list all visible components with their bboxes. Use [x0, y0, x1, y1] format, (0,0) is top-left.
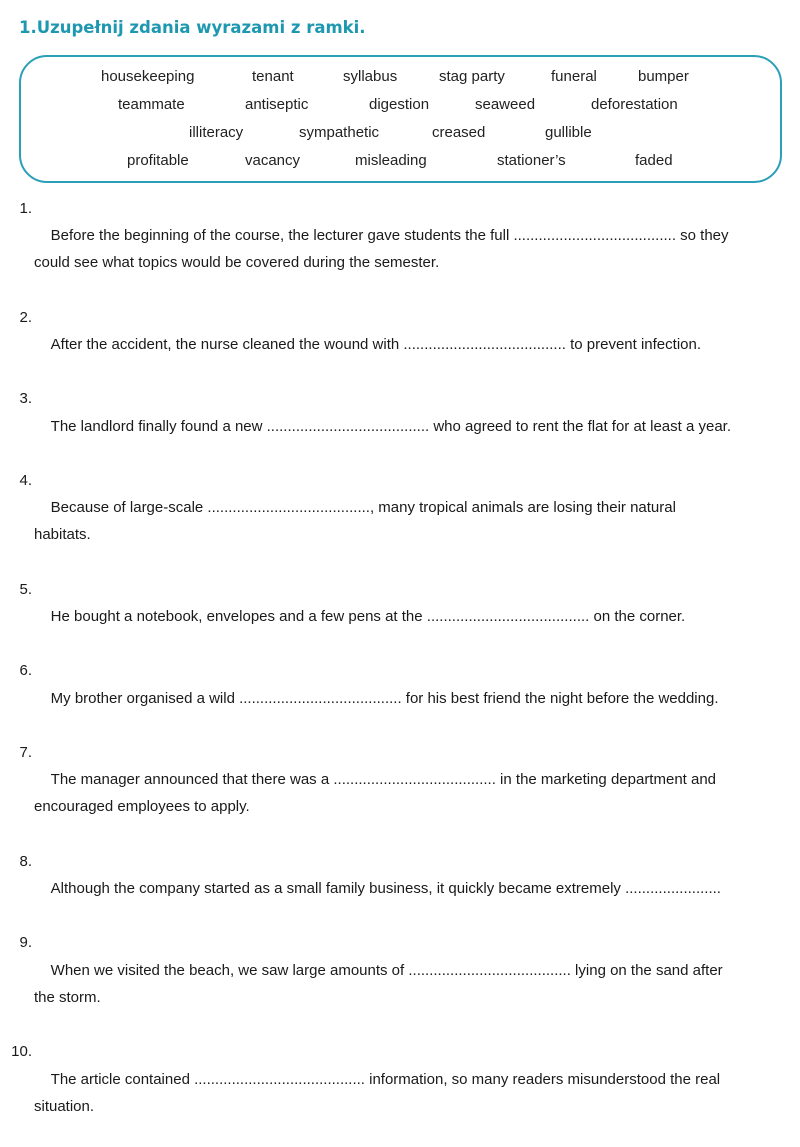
word-box-item: housekeeping	[101, 68, 195, 85]
exercise-item	[0, 929, 800, 1038]
exercise-item	[0, 576, 800, 658]
exercise-heading: 1.Uzupełnij zdania wyrazami z ramki.	[19, 18, 366, 37]
word-box-item: seaweed	[475, 96, 536, 113]
exercise-sentence: Because of large-scale ......................................., many tropical animals are losing their natural habitats.	[34, 499, 676, 544]
exercise-sentence: Although the company started as a small family business, it quickly became extremely .......................	[50, 880, 721, 898]
word-box-item: antiseptic	[245, 96, 309, 113]
exercise-sentence: The article contained ......................................... information, so many readers misunderstood the real situation.	[34, 1070, 721, 1115]
exercise-number: 7.	[19, 744, 32, 762]
exercise-sentence: The manager announced that there was a ....................................... in the marketing department and encouraged employees to apply.	[34, 771, 717, 816]
exercise-list	[0, 195, 800, 1147]
word-box-item: deforestation	[591, 96, 678, 113]
exercise-sentence: My brother organised a wild ....................................... for his best friend the night before the wedding.	[50, 689, 719, 707]
word-box-item: stationer’s	[497, 152, 566, 169]
exercise-number: 4.	[19, 472, 32, 490]
word-box-item: gullible	[545, 124, 592, 141]
exercise-number: 6.	[19, 662, 32, 680]
word-box-item: bumper	[638, 68, 689, 85]
word-box-item: syllabus	[343, 68, 398, 85]
exercise-item	[0, 739, 800, 848]
word-box-item: funeral	[551, 68, 597, 85]
exercise-sentence: Before the beginning of the course, the lecturer gave students the full ....................................... so they could see what topics would be covered during the semester.	[34, 227, 729, 272]
exercise-number: 3.	[19, 390, 32, 408]
exercise-item	[0, 195, 800, 304]
exercise-number: 5.	[19, 580, 32, 598]
word-box	[19, 55, 782, 183]
word-box-item: creased	[432, 124, 486, 141]
exercise-sentence: The landlord finally found a new ....................................... who agreed to rent the flat for at least a year.	[50, 417, 732, 435]
exercise-sentence: When we visited the beach, we saw large amounts of ....................................... lying on the sand after the storm.	[34, 961, 723, 1006]
word-box-item: illiteracy	[189, 124, 244, 141]
exercise-sentence: After the accident, the nurse cleaned the wound with ....................................... to prevent infection.	[50, 336, 702, 354]
exercise-item	[0, 657, 800, 739]
word-box-item: faded	[635, 152, 673, 169]
word-box-item: vacancy	[245, 152, 301, 169]
exercise-item	[0, 385, 800, 467]
exercise-item	[0, 848, 800, 930]
exercise-number: 8.	[19, 852, 32, 870]
word-box-item: misleading	[355, 152, 427, 169]
word-box-item: teammate	[118, 96, 185, 113]
word-box-item: digestion	[369, 96, 430, 113]
exercise-number: 1.	[19, 200, 32, 217]
word-box-item: sympathetic	[299, 124, 380, 141]
word-box-item: tenant	[252, 68, 294, 85]
exercise-number: 10.	[11, 1043, 32, 1061]
exercise-item	[0, 304, 800, 386]
exercise-number: 2.	[19, 308, 32, 326]
word-box-item: stag party	[439, 68, 505, 85]
exercise-sentence: He bought a notebook, envelopes and a few pens at the ....................................... on the corner.	[50, 608, 686, 626]
exercise-item	[0, 1038, 800, 1147]
exercise-number: 9.	[19, 934, 32, 952]
word-box-item: profitable	[127, 152, 189, 169]
exercise-item	[0, 467, 800, 576]
